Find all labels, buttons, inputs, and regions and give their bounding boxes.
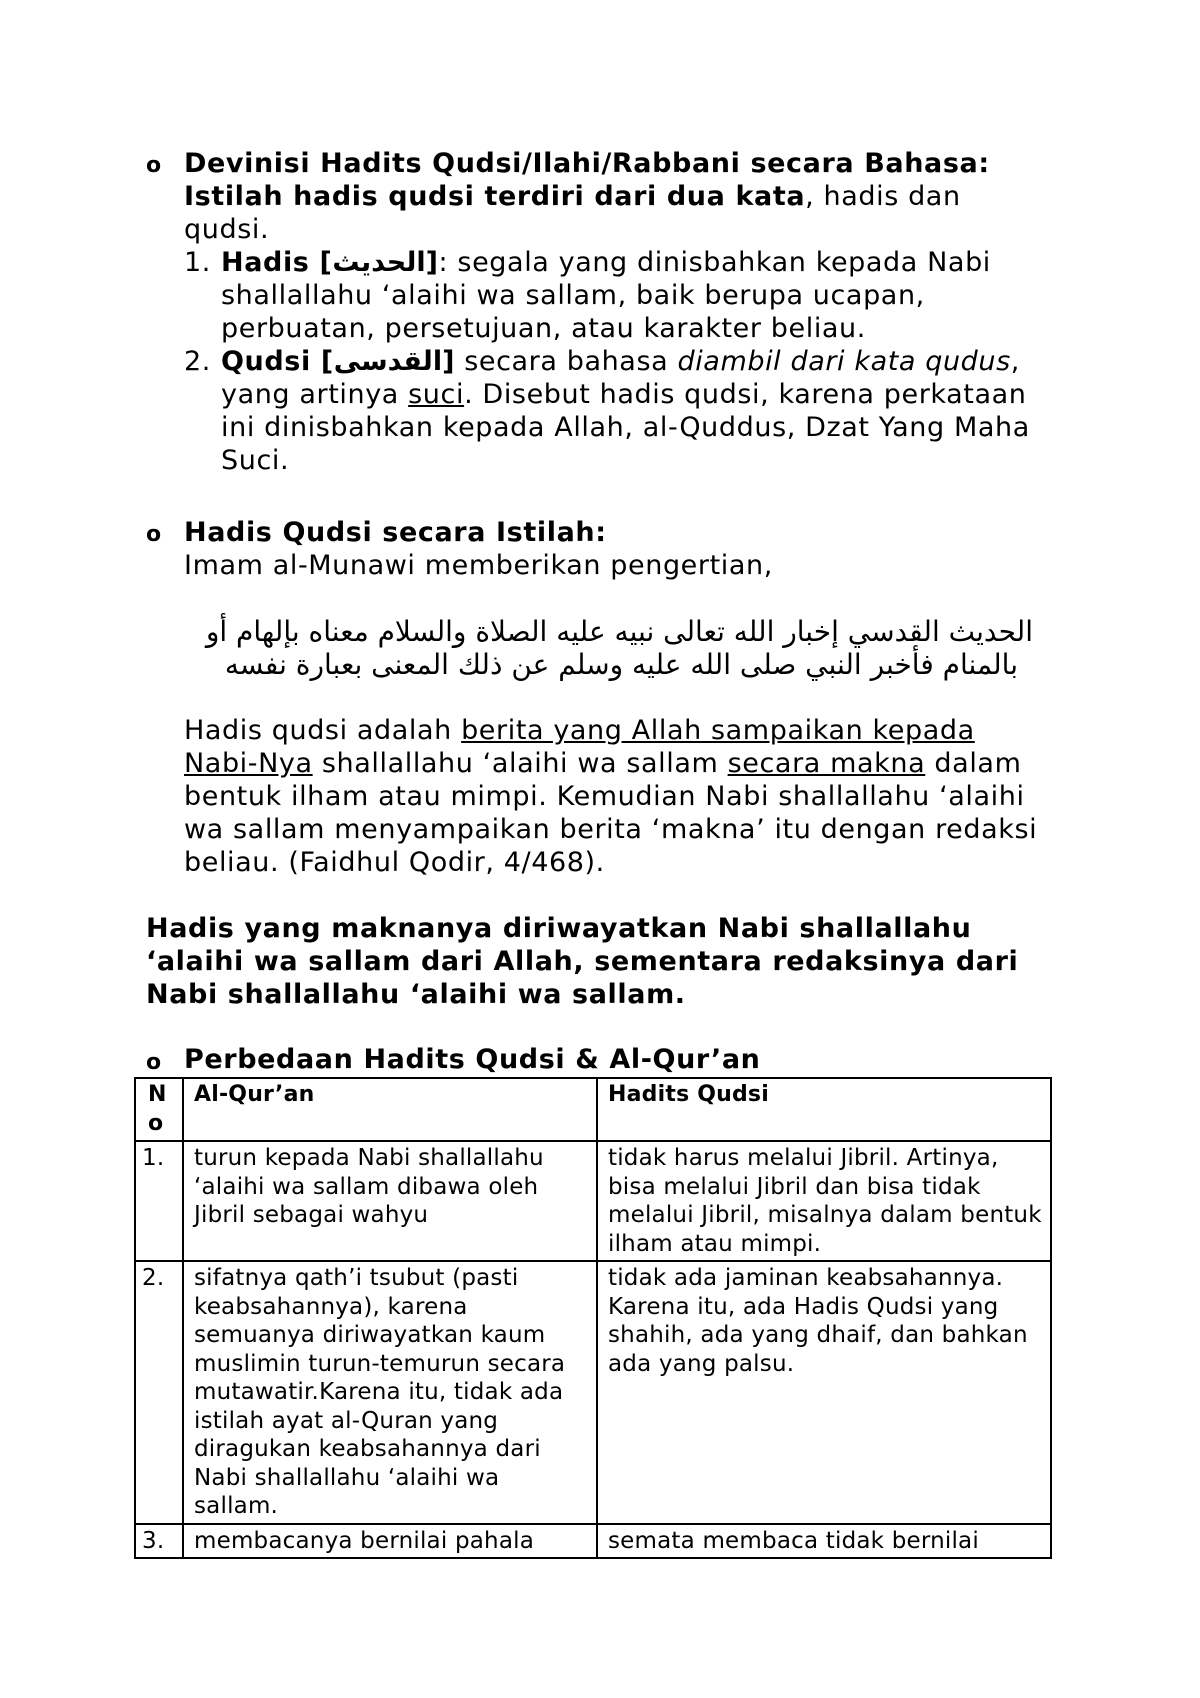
list-item-line	[221, 246, 991, 279]
item-text: yang artinya	[221, 379, 409, 410]
cell-qudsi: semata membaca tidak bernilai	[597, 1524, 1051, 1559]
list-item-line: perbuatan, persetujuan, atau karakter beliau.	[221, 313, 866, 344]
summary-line: Hadis yang maknanya diriwayatkan Nabi shallallahu	[146, 913, 972, 944]
intro-rest: , hadis dan	[805, 181, 961, 212]
list-item-line	[221, 378, 1027, 411]
para-underline: secara makna	[727, 748, 926, 779]
summary-line: Nabi shallallahu ‘alaihi wa sallam.	[146, 979, 686, 1010]
para-text: shallallahu ‘alaihi wa sallam	[312, 748, 728, 779]
comparison-table	[134, 1077, 1052, 1559]
para-underline: berita yang Allah sampaikan kepada	[461, 715, 975, 746]
table-header-row	[135, 1078, 1051, 1141]
row-number: 1.	[135, 1141, 183, 1261]
intro-line: Imam al-Munawi memberikan pengertian,	[184, 550, 773, 581]
item-text: ,	[1010, 346, 1020, 377]
para-text: Hadis qudsi adalah	[184, 715, 462, 746]
table-row	[135, 1261, 1051, 1524]
row-number: 3.	[135, 1524, 183, 1559]
item-text: : segala yang dinisbahkan kepada Nabi	[438, 247, 991, 278]
term-qudsi: Qudsi [القدسى]	[221, 346, 456, 377]
cell-qudsi: tidak ada jaminan keabsahannya. Karena itu, ada Hadis Qudsi yang shahih, ada yang dhaif, dan bahkan ada yang palsu.	[597, 1261, 1051, 1524]
paragraph-line: beliau. (Faidhul Qodir, 4/468).	[184, 847, 605, 878]
bullet-marker: o	[146, 1050, 162, 1075]
paragraph-line	[184, 714, 975, 747]
list-item-line: Suci.	[221, 445, 290, 476]
intro-line-2: qudsi.	[184, 214, 270, 245]
cell-qudsi: tidak harus melalui Jibril. Artinya, bisa melalui Jibril dan bisa tidak melalui Jibril, misalnya dalam bentuk ilham atau mimpi.	[597, 1141, 1051, 1261]
para-text: dalam	[925, 748, 1022, 779]
section-heading: Hadis Qudsi secara Istilah:	[184, 517, 607, 548]
paragraph-line	[184, 747, 1021, 780]
list-item-line: ini dinisbahkan kepada Allah, al-Quddus, Dzat Yang Maha	[221, 412, 1030, 443]
arabic-quote-line: الحديث القدسي إخبار الله تعالى نبيه عليه الصلاة والسلام معناه بإلهام أو	[205, 615, 1033, 648]
table-row	[135, 1524, 1051, 1559]
list-item-number: 2.	[184, 346, 211, 377]
para-underline: Nabi-Nya	[184, 748, 313, 779]
summary-line: ‘alaihi wa sallam dari Allah, sementara redaksinya dari	[146, 946, 1019, 977]
item-text: . Disebut hadis qudsi, karena perkataan	[464, 379, 1027, 410]
bullet-marker: o	[146, 153, 162, 178]
item-italic: diambil dari kata qudus	[677, 346, 1011, 377]
arabic-quote-line: بالمنام فأخبر النبي صلى الله عليه وسلم عن ذلك المعنى بعبارة نفسه	[224, 648, 1018, 681]
bullet-marker: o	[146, 522, 162, 547]
cell-quran: sifatnya qath’i tsubut (pasti keabsahannya), karena semuanya diriwayatkan kaum muslimin turun-temurun secara mutawatir.Karena itu, tidak ada istilah ayat al-Quran yang diragukan keabsahannya dari Nabi shallallahu ‘alaihi wa sallam.	[183, 1261, 597, 1524]
list-item-line: shallallahu ‘alaihi wa sallam, baik berupa ucapan,	[221, 280, 925, 311]
intro-bold: Istilah hadis qudsi terdiri dari dua kata	[184, 181, 806, 212]
table-row	[135, 1141, 1051, 1261]
section-heading: Perbedaan Hadits Qudsi & Al-Qur’an	[184, 1044, 761, 1075]
term-hadis: Hadis [الحديث]	[221, 247, 439, 278]
list-item-line	[221, 345, 1020, 378]
item-text: secara bahasa	[455, 346, 678, 377]
section-heading: Devinisi Hadits Qudsi/Ilahi/Rabbani secara Bahasa:	[184, 148, 990, 179]
cell-quran: membacanya bernilai pahala	[183, 1524, 597, 1559]
row-number: 2.	[135, 1261, 183, 1524]
header-quran: Al-Qur’an	[183, 1078, 597, 1141]
header-no: N o	[135, 1078, 183, 1141]
header-qudsi: Hadits Qudsi	[597, 1078, 1051, 1141]
intro-line	[184, 180, 961, 213]
paragraph-line: wa sallam menyampaikan berita ‘makna’ itu dengan redaksi	[184, 814, 1038, 845]
paragraph-line: bentuk ilham atau mimpi. Kemudian Nabi shallallahu ‘alaihi	[184, 781, 1025, 812]
list-item-number: 1.	[184, 247, 211, 278]
cell-quran: turun kepada Nabi shallallahu ‘alaihi wa sallam dibawa oleh Jibril sebagai wahyu	[183, 1141, 597, 1261]
item-underline: suci	[408, 379, 465, 410]
